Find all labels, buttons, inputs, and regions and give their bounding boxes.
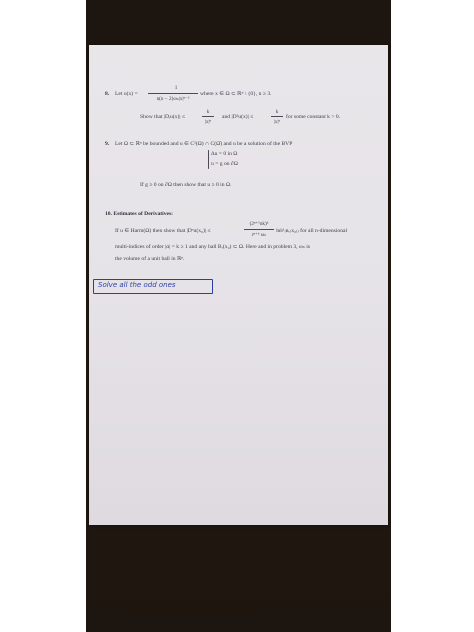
handwritten-note: Solve all the odd ones (98, 281, 176, 289)
problem-10-line1b: ‖u‖ₗ¹₍ʙᵣ₍x₀₎₎ for all n-dimensional (276, 228, 348, 234)
problem-10-frac-num: (2ⁿ⁺¹nk)ᵏ (249, 221, 269, 227)
problem-8-tail: for some constant k > 0. (286, 114, 341, 120)
problem-10-line3: the volume of a unit ball in ℝⁿ. (115, 256, 185, 262)
problem-9-number: 9. (105, 141, 110, 147)
problem-9-line1: Let Ω ⊂ ℝⁿ be bounded and u ∈ C²(Ω) ∩ C(Ω̄) and u be a solution of the BVP (115, 141, 293, 147)
problem-8-fraction-bar (148, 93, 198, 94)
problem-8-frac1-bar (202, 116, 214, 117)
problem-10-frac-bar (244, 229, 274, 230)
problem-8-frac1-den: |x|ⁿ (204, 119, 212, 125)
problem-10-line1a: If u ∈ Harm(Ω) then show that |Dᵅu(x₀)| ≤ (115, 228, 211, 234)
problem-8-and: and |D²u(x)| ≤ (222, 114, 254, 120)
problem-10-frac-den: rⁿ⁺ᵏ ωₙ (251, 232, 267, 238)
problem-8-frac2-bar (271, 116, 283, 117)
problem-8-where: where x ∈ Ω ⊂ ℝⁿ \ {0}, n ≥ 3. (200, 91, 272, 97)
problem-8-show-that: Show that |Dᵢu(x)| ≤ (140, 114, 185, 120)
problem-8-numerator: 1 (174, 85, 178, 91)
problem-9-line2: If g ≥ 0 on ∂Ω then show that u ≥ 0 in Ω. (140, 182, 232, 188)
problem-8-frac2-num: k (275, 109, 279, 115)
problem-9-brace (208, 150, 209, 169)
problem-8-number: 8. (105, 91, 110, 97)
problem-8-frac1-num: k (206, 109, 210, 115)
problem-9-eq1: Δu = 0 in Ω (211, 151, 238, 157)
problem-8-let: Let u(x) = (115, 91, 138, 97)
problem-10-line2: multi-indices of order |α| = k ≥ 1 and any ball Bᵣ(x₀) ⊂ Ω. Here and in problem 3, ωₙ is (115, 244, 310, 250)
problem-8-denominator: n(n − 2)ωₙ|x|ⁿ⁻² (156, 96, 190, 102)
problem-9-eq2: u = g on ∂Ω (211, 161, 238, 167)
problem-10-heading: 10. Estimates of Derivatives: (105, 211, 174, 217)
problem-8-frac2-den: |x|ⁿ (273, 119, 281, 125)
